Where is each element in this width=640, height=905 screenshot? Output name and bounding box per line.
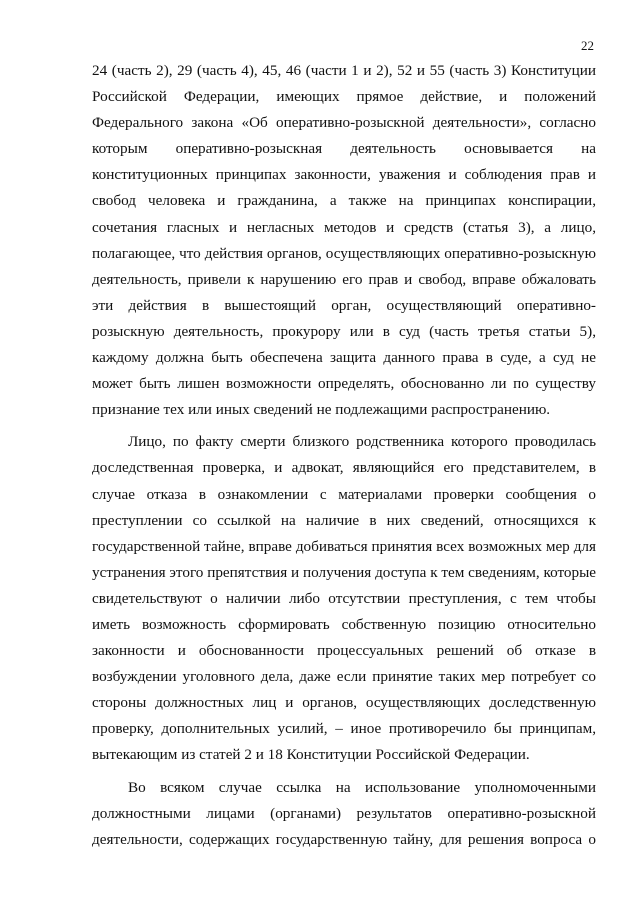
text-line: полагающее, что действия органов, осуществляющих оперативно-розыскную <box>92 244 596 262</box>
page-number: 22 <box>581 38 594 53</box>
text-line: каждому должна быть обеспечена защита данного права в суде, а суд не <box>92 349 596 367</box>
text-line: эти действия в вышестоящий орган, осуществляющий оперативно- <box>92 296 596 314</box>
text-line: сочетания гласных и негласных методов и средств (статья 3), а лицо, <box>92 218 596 236</box>
text-line: должностными лицами (органами) результатов оперативно-розыскной <box>92 804 596 822</box>
text-line: 24 (часть 2), 29 (часть 4), 45, 46 (части 1 и 2), 52 и 55 (часть 3) Конституции <box>92 62 596 79</box>
text-line: которым оперативно-розыскная деятельность основывается на <box>92 140 596 158</box>
text-line: признание тех или иных сведений не подлежащими распространению. <box>92 401 551 419</box>
text-line: вытекающим из статей 2 и 18 Конституции Российской Федерации. <box>92 746 530 764</box>
text-line: иметь возможность сформировать собственную позицию относительно <box>92 615 596 633</box>
text-line: возбуждении уголовного дела, даже если принятие таких мер потребует со <box>92 668 596 686</box>
text-line: деятельность, привели к нарушению его прав и свобод, вправе обжаловать <box>92 270 596 288</box>
text-line: случае отказа в ознакомлении с материалами проверки сообщения о <box>92 485 596 503</box>
paragraph <box>92 775 596 853</box>
text-line: Во всяком случае ссылка на использование уполномоченными <box>128 778 596 796</box>
text-line: устранения этого препятствия и получения доступа к тем сведениям, которые <box>92 563 596 581</box>
text-line: преступлении со ссылкой на наличие в них сведений, относящихся к <box>92 511 596 529</box>
document-body <box>92 58 596 853</box>
text-line: деятельности, содержащих государственную тайну, для решения вопроса о <box>92 830 596 848</box>
text-line: Федерального закона «Об оперативно-розыскной деятельности», согласно <box>92 114 596 132</box>
text-line: стороны должностных лиц и органов, осуществляющих доследственную <box>92 694 596 712</box>
text-line: свидетельствуют о наличии либо отсутствии преступления, с тем чтобы <box>92 589 596 607</box>
text-line: государственной тайне, вправе добиваться принятия всех возможных мер для <box>92 537 596 555</box>
paragraph <box>92 58 596 423</box>
text-line: свобод человека и гражданина, а также на принципах конспирации, <box>92 192 596 210</box>
text-line: розыскную деятельность, прокурору или в суд (часть третья статьи 5), <box>92 322 596 340</box>
text-line: доследственная проверка, и адвокат, являющийся его представителем, в <box>92 459 596 477</box>
paragraph <box>92 429 596 768</box>
text-line: законности и обоснованности процессуальных решений об отказе в <box>92 642 596 660</box>
text-line: конституционных принципах законности, уважения и соблюдения прав и <box>92 166 596 184</box>
text-line: Российской Федерации, имеющих прямое действие, и положений <box>92 88 596 106</box>
text-line: Лицо, по факту смерти близкого родственника которого проводилась <box>128 433 596 451</box>
text-line: может быть лишен возможности определять, обоснованно ли по существу <box>92 375 596 393</box>
text-line: проверку, дополнительных усилий, – иное противоречило бы принципам, <box>92 720 596 738</box>
